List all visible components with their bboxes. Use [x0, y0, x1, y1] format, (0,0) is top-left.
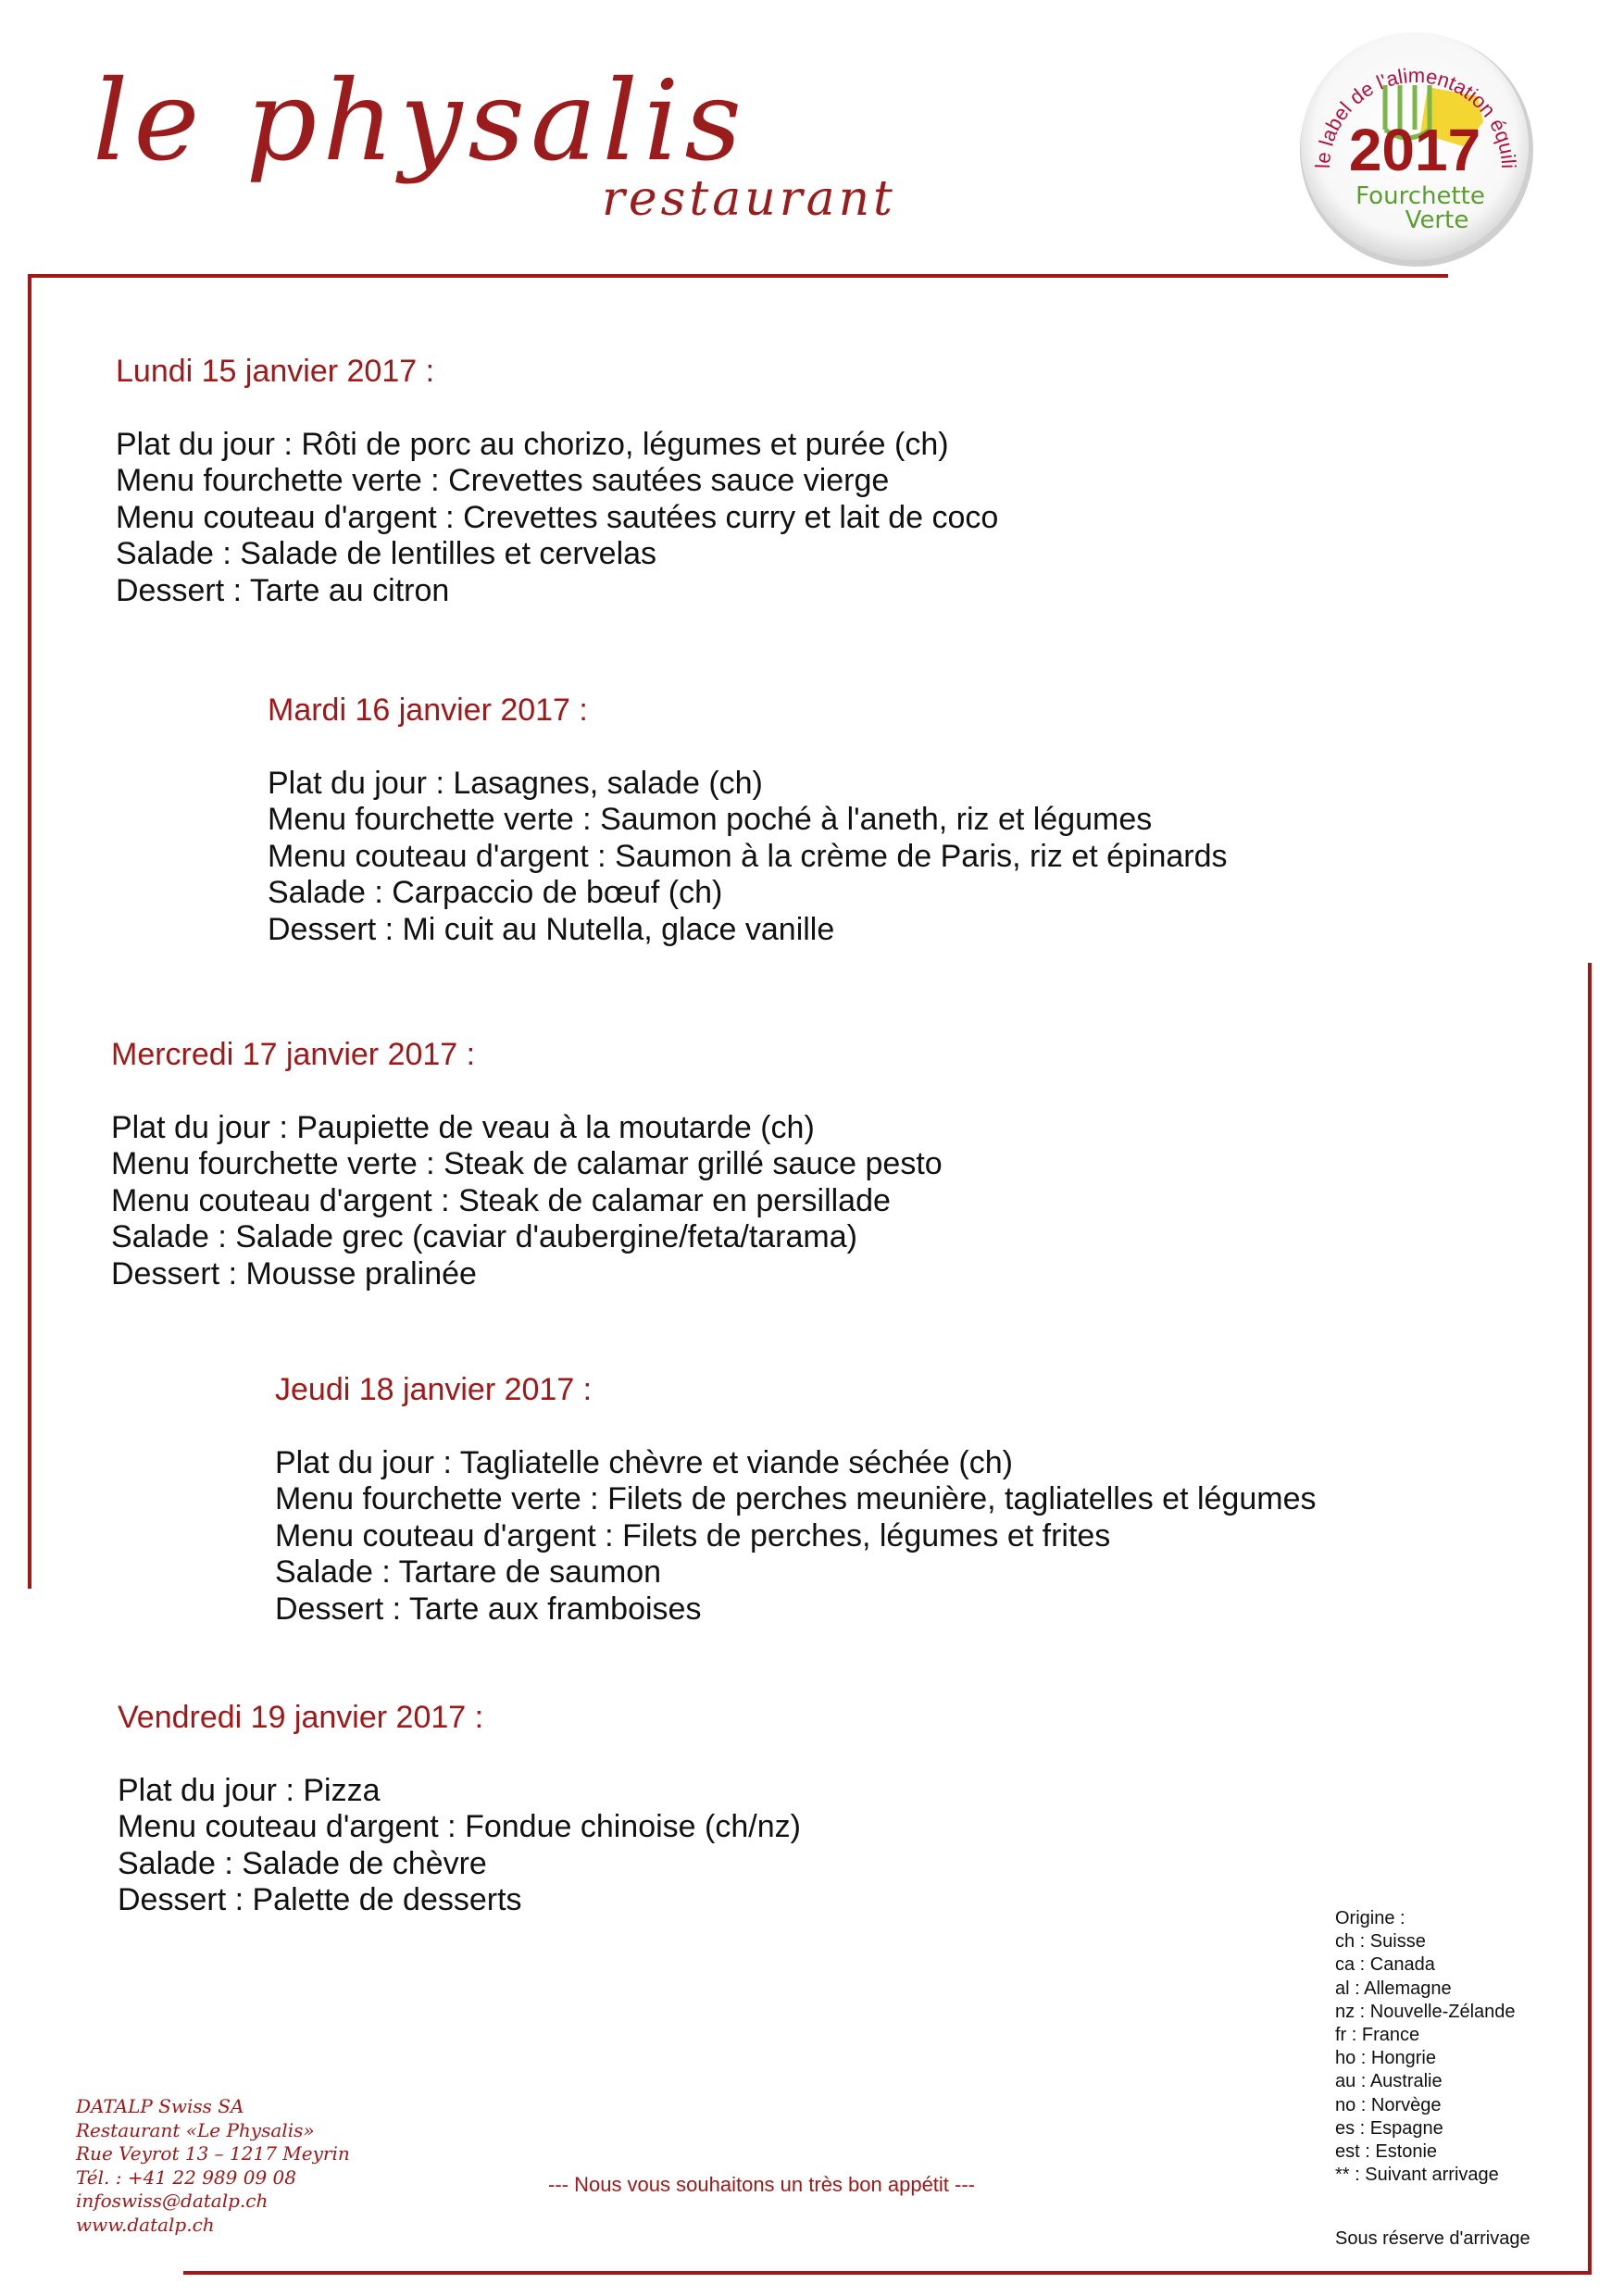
- menu-item: Salade : Salade de lentilles et cervelas: [116, 536, 657, 571]
- badge-year: 2017: [1348, 117, 1481, 183]
- restaurant-logo-title: le physalis: [93, 57, 747, 186]
- origin-line: nz : Nouvelle-Zélande: [1335, 2001, 1516, 2022]
- menu-item: Plat du jour : Tagliatelle chèvre et viande séchée (ch): [275, 1444, 1013, 1480]
- origin-note: Sous réserve d'arrivage: [1335, 2228, 1530, 2250]
- menu-item: Plat du jour : Rôti de porc au chorizo, légumes et purée (ch): [116, 426, 949, 462]
- fourchette-verte-badge-graphic: [1281, 20, 1550, 270]
- menu-item: Dessert : Mi cuit au Nutella, glace vanille: [268, 911, 835, 947]
- frame-right-rule: [1588, 963, 1592, 2274]
- origin-legend: [1335, 1907, 1530, 2252]
- badge-arc-text: le label de l'alimentation équili: [1310, 63, 1521, 169]
- menu-item: Menu couteau d'argent : Crevettes sautées curry et lait de coco: [116, 499, 999, 535]
- address-email-link[interactable]: infoswiss@datalp.ch: [76, 2190, 269, 2212]
- day-title: Lundi 15 janvier 2017 :: [116, 354, 435, 389]
- address-company: DATALP Swiss SA: [76, 2095, 244, 2117]
- menu-item: Salade : Salade de chèvre: [118, 1845, 487, 1881]
- origin-line: ho : Hongrie: [1335, 2048, 1436, 2069]
- day-block-monday: [116, 354, 998, 609]
- address-street: Rue Veyrot 13 – 1217 Meyrin: [76, 2142, 350, 2165]
- menu-item: Salade : Salade grec (caviar d'aubergine/feta/tarama): [111, 1219, 857, 1254]
- origin-line: al : Allemagne: [1335, 1978, 1452, 1999]
- menu-item: Plat du jour : Paupiette de veau à la moutarde (ch): [111, 1109, 815, 1145]
- origin-line: ** : Suivant arrivage: [1335, 2165, 1499, 2186]
- day-block-wednesday: [111, 1037, 943, 1292]
- closing-message: --- Nous vous souhaitons un très bon appétit ---: [548, 2173, 976, 2196]
- fourchette-verte-badge: [1281, 20, 1550, 270]
- menu-item: Dessert : Tarte au citron: [116, 572, 450, 608]
- day-block-tuesday: [268, 693, 1228, 948]
- address-restaurant: Restaurant «Le Physalis»: [76, 2118, 315, 2141]
- day-title: Jeudi 18 janvier 2017 :: [275, 1372, 593, 1407]
- day-title: Mardi 16 janvier 2017 :: [268, 693, 588, 728]
- menu-item: Salade : Tartare de saumon: [275, 1554, 662, 1590]
- menu-item: Salade : Carpaccio de bœuf (ch): [268, 875, 723, 910]
- menu-item: Plat du jour : Pizza: [118, 1772, 381, 1808]
- origin-line: ch : Suisse: [1335, 1931, 1426, 1953]
- menu-item: Plat du jour : Lasagnes, salade (ch): [268, 765, 763, 801]
- badge-name-line2: Verte: [1405, 206, 1469, 234]
- origin-line: fr : France: [1335, 2025, 1420, 2046]
- origin-line: au : Australie: [1335, 2071, 1443, 2092]
- restaurant-logo-subtitle: restaurant: [602, 171, 896, 227]
- menu-item: Menu couteau d'argent : Saumon à la crème de Paris, riz et épinards: [268, 838, 1228, 874]
- badge-name-line1: Fourchette: [1355, 182, 1485, 210]
- address-website-link[interactable]: www.datalp.ch: [76, 2213, 215, 2236]
- menu-item: Menu couteau d'argent : Filets de perches, légumes et frites: [275, 1517, 1111, 1554]
- menu-item: Menu fourchette verte : Filets de perches meunière, tagliatelles et légumes: [275, 1481, 1317, 1516]
- origin-line: est : Estonie: [1335, 2141, 1438, 2163]
- day-title: Vendredi 19 janvier 2017 :: [118, 1700, 484, 1735]
- frame-bottom-rule: [183, 2271, 1592, 2275]
- frame-top-rule: [28, 274, 1448, 278]
- menu-item: Dessert : Palette de desserts: [118, 1882, 522, 1917]
- address-phone: Tél. : +41 22 989 09 08: [76, 2165, 296, 2189]
- frame-left-rule: [28, 274, 31, 1589]
- day-title: Mercredi 17 janvier 2017 :: [111, 1037, 476, 1072]
- menu-item: Menu couteau d'argent : Fondue chinoise (ch/nz): [118, 1809, 801, 1844]
- menu-item: Menu couteau d'argent : Steak de calamar en persillade: [111, 1182, 891, 1218]
- day-block-thursday: [275, 1372, 1316, 1628]
- restaurant-address: [76, 2095, 350, 2237]
- menu-item: Menu fourchette verte : Steak de calamar grillé sauce pesto: [111, 1146, 943, 1181]
- menu-item: Menu fourchette verte : Crevettes sautées sauce vierge: [116, 463, 890, 498]
- menu-item: Dessert : Mousse pralinée: [111, 1255, 477, 1292]
- day-block-friday: [118, 1700, 801, 1919]
- origin-line: no : Norvège: [1335, 2094, 1442, 2115]
- menu-item: Dessert : Tarte aux framboises: [275, 1591, 702, 1627]
- origin-line: ca : Canada: [1335, 1954, 1435, 1976]
- menu-item: Menu fourchette verte : Saumon poché à l'aneth, riz et légumes: [268, 802, 1153, 837]
- origin-line: es : Espagne: [1335, 2117, 1443, 2139]
- origin-title: Origine :: [1335, 1908, 1405, 1928]
